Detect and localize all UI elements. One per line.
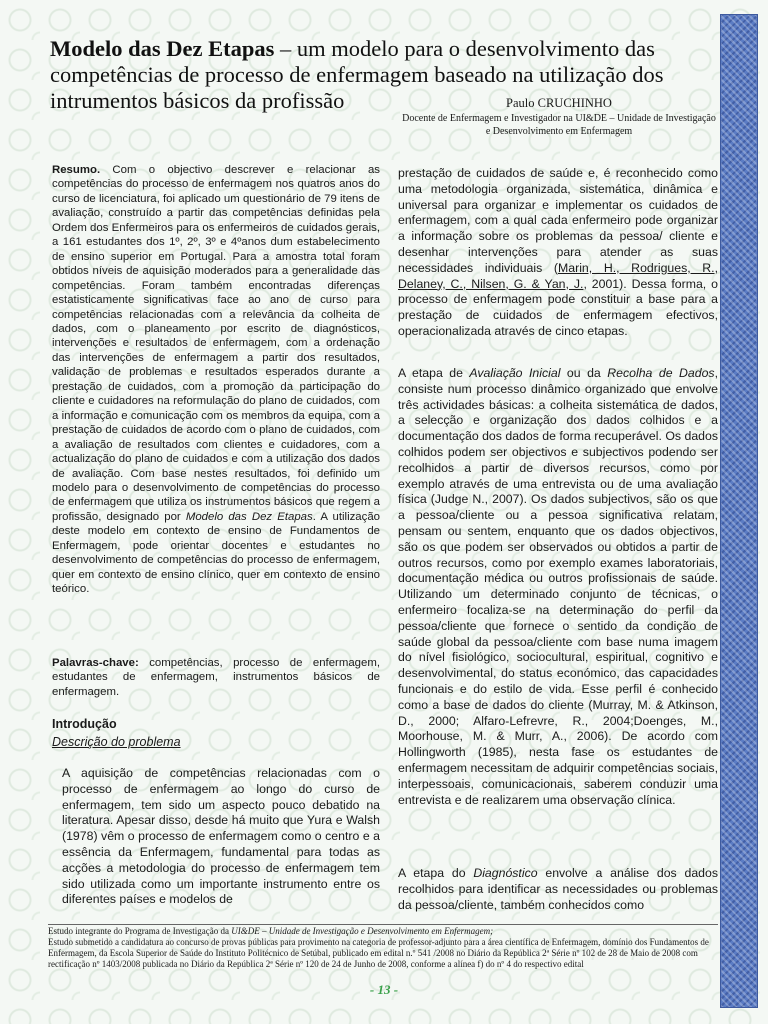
section-subheading-problem: Descrição do problema bbox=[52, 735, 181, 749]
intro-paragraph bbox=[62, 766, 380, 908]
abstract-label: Resumo. bbox=[52, 164, 101, 176]
author-name: Paulo CRUCHINHO bbox=[506, 96, 612, 110]
title-rest: – um modelo para o desenvolvimento das competências de processo de enfermagem baseado na utilização dos intrumentos básicos da profissão bbox=[50, 36, 664, 113]
abstract-text-b: . A utilização deste modelo em contexto de ensino de Fundamentos de Enfermagem, pode orientar docentes e estudantes no desenvolvimento de competências do processo de enfermagem, quer em contexto de ensino clínico, quer em contexto de ensino teórico. bbox=[52, 510, 380, 596]
section-heading-introduction: Introdução bbox=[52, 717, 117, 731]
page-number: - 13 - bbox=[369, 982, 399, 997]
p2-text-b: ou da bbox=[560, 366, 608, 380]
footnote-line1-a: Estudo integrante do Programa de Investigação da bbox=[48, 926, 232, 936]
right-paragraph-1 bbox=[398, 166, 718, 340]
footnote-line2: Estudo submetido a candidatura ao concurso de provas públicas para provimento na categoria de professor-adjunto para a área científica de Enfermagem, domínio dos Fundamentos de Enfermagem, da Escola Superior de Saúde do Instituto Politécnico de Setúbal, publicado em edital n.º 541 /2008 no Diário da República 2ª Série nº 102 de 28 de Maio de 2008 com rectificação nº 1403/2008 publicada no Diário da República 2ª Série nº 120 de 24 de Junho de 2008, conforme a alínea f) do nº 4 do respectivo edital bbox=[48, 937, 709, 969]
p2-term-2: Recolha de Dados bbox=[607, 366, 715, 380]
p1-citation: Marin, H., Rodrigues, R., Delaney, C., Nilsen, G. & Yan, J. bbox=[398, 260, 719, 291]
keywords-text: competências, processo de enfermagem, estudantes de enfermagem, instrumentos básicos de enfermagem. bbox=[52, 657, 380, 698]
p1-text-b: , 2001). Dessa forma, o processo de enfermagem pode constituir a base para a prestação de cuidados de enfermagem efectivos, operacionalizada através de cinco etapas. bbox=[398, 276, 718, 338]
abstract bbox=[52, 163, 380, 597]
author-affiliation: Docente de Enfermagem e Investigador na UI&DE – Unidade de Investigação e Desenvolvimento em Enfermagem bbox=[402, 113, 716, 137]
decorative-side-strip bbox=[720, 14, 758, 1008]
abstract-text-a: Com o objectivo descrever e relacionar as competências do processo de enfermagem nos quatros anos do curso de licenciatura, foi aplicado um questionário de 79 itens de avaliação, construído a partir das competências definidas pela Ordem dos Enfermeiros para os enfermeiros de cuidados gerais, a 161 estudantes dos 1º, 2º, 3º e 4ºanos dum estabelecimento de ensino superior em Portugal. Para a amostra total foram obtidos níveis de aquisição moderados para a generalidade das competências. Foram também encontradas diferenças estatisticamente significativas face ao ano de curso para competências relacionadas com a relevância da colheita de dados, com o planeamento por escrito de diagnósticos, intervenções e resultados de enfermagem, com a ordenação das intervenções de enfermagem a partir dos resultados, validação de problemas e resultados esperados durante a prestação de cuidados, com a promoção da participação do cliente e cuidadores na reformulação do plano de cuidados, com a informação e comunicação com os membros da equipa, com a prestação de cuidados de acordo com o plano de cuidados, com a avaliação de resultados com clientes e cuidadores, com a actualização do plano de cuidados e com a utilização dos dados de avaliação. Com base nestes resultados, foi definido um modelo para o desenvolvimento de competências do processo de enfermagem que utiliza os instrumentos básicos que regem a profissão, designado por bbox=[52, 164, 380, 523]
right-paragraph-2 bbox=[398, 366, 718, 808]
footnote bbox=[48, 924, 718, 970]
p3-text-b: envolve a análise dos dados recolhidos para identificar as necessidades ou problemas da pessoa/cliente, também conhecidos como bbox=[398, 866, 718, 912]
p3-text-a: A etapa do bbox=[398, 866, 474, 880]
p2-text-c: , consiste num processo dinâmico organizado que envolve três actividades básicas: a colheita sistemática de dados, a selecção e organização dos dados colhidos e a documentação dos dados de forma recuperável. Os dados colhidos podem ser objectivos e subjectivos podendo ser recolhidos a partir de diversos recursos, como por exemplo através de uma entrevista ou de uma avaliação física (Judge N., 2007). Os dados subjectivos, são os que a pessoa/cliente ou a pessoa significativa relatam, pensam ou sentem, enquanto que os dados objectivos, são os que podem ser observados ou obtidos a partir de outros recursos, como por exemplo exames laboratoriais, documentação médica ou outros profissionais de saúde. Utilizando um determinado conjunto de técnicas, o enfermeiro focaliza-se na determinação do perfil da pessoa/cliente que fornece o sentido da condição de saúde global da pessoa/cliente com base numa imagem do nível fisiológico, sociocultural, espiritual, cognitivo e desenvolvimental, do status económico, das capacidades funcionais e do estilo de vida. Esse perfil é conhecido como a base de dados do cliente (Murray, M. & Atkinson, D., 2000; Alfaro-Lefrevre, R., 2004;Doenges, M., Moorhouse, M. & Murr, A., 2006). De acordo com Hollingworth (1985), nesta fase os estudantes de enfermagem necessitam de adquirir competências sociais, interpessoais, comunicacionais, saberem conduzir uma entrevista e de realizarem uma observação clínica. bbox=[398, 366, 718, 807]
p2-term-1: Avaliação Inicial bbox=[469, 366, 561, 380]
footnote-line1-italic: UI&DE – Unidade de Investigação e Desenvolvimento em Enfermagem; bbox=[231, 926, 494, 936]
title-bold: Modelo das Dez Etapas bbox=[50, 36, 275, 61]
p3-term: Diagnóstico bbox=[473, 866, 538, 880]
intro-text: A aquisição de competências relacionadas com o processo de enfermagem ao longo do curso de enfermagem, tem sido um aspecto pouco debatido na literatura. Apesar disso, desde há muito que Yura e Walsh (1978) vêm o processo de enfermagem como o centro e a essência da Enfermagem, fundamental para todas as acções a metodologia do processo de enfermagem tem sido utilizada como um importante instrumento entre os diferentes países e modelos de bbox=[62, 766, 380, 907]
right-paragraph-3 bbox=[398, 866, 718, 913]
abstract-model-name: Modelo das Dez Etapas bbox=[185, 510, 313, 523]
keywords-label: Palavras-chave: bbox=[52, 657, 139, 669]
p2-text-a: A etapa de bbox=[398, 366, 470, 380]
author-block bbox=[400, 96, 718, 138]
keywords bbox=[52, 656, 380, 699]
p1-text-a: prestação de cuidados de saúde e, é reconhecido como uma metodologia organizada, sistemática, dinâmica e universal para organizar e implementar os cuidados de enfermagem, com a qual cada enfermeiro pode organizar a informação sobre os problemas da pessoa/ cliente e desenhar intervenções para atender as suas necessidades individuais ( bbox=[398, 166, 718, 275]
